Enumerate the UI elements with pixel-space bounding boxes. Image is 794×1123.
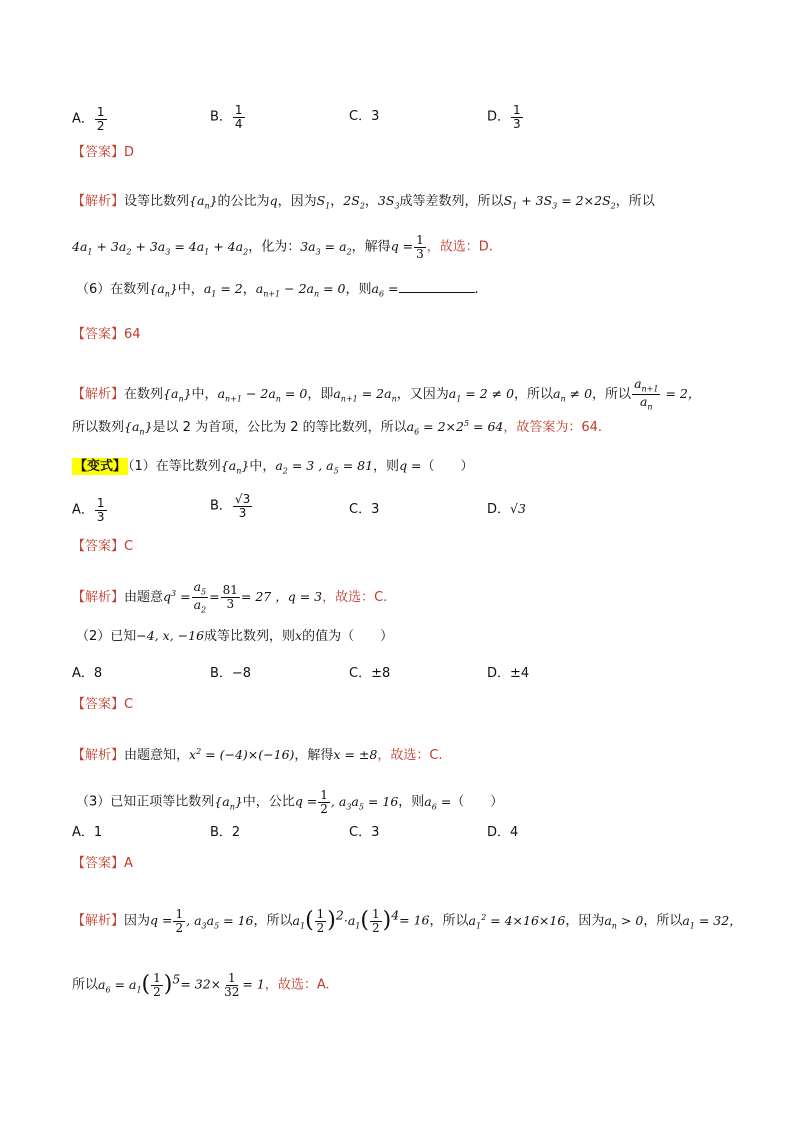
v2-option-c: C．±8 (349, 666, 391, 681)
option-a-fraction: $\frac{1}{2}$ (96, 105, 105, 133)
q6-answer: 【答案】64 (72, 327, 141, 342)
v1-answer: 【答案】C (72, 539, 134, 554)
v2-option-b: B．−8 (210, 666, 252, 681)
v2-option-a: A．8 (72, 666, 103, 681)
v1-option-c: C．3 (349, 502, 380, 517)
v3-option-c: C．3 (349, 825, 380, 840)
option-b: B． $\frac{1}{4}$ (210, 103, 243, 131)
q6-analysis-line-2: 所以数列$\{a_n\}$是以 2 为首项，公比为 2 的等比数列，所以$a_6 = 2\times 2^5 = 64$，故答案为：64. (72, 419, 603, 437)
v1-analysis: 【解析】由题意$q^3$ = $\frac{a_5}{a_2}$ = $\frac{81}{3}$ = 27 ，q = 3，故选：C. (72, 579, 388, 615)
v2-analysis: 【解析】由题意知，$x^2 = (-4)\times(-16)$，解得x = ±8，故选：C. (72, 747, 443, 764)
option-a: A． $\frac{1}{2}$ (72, 105, 105, 133)
v1-option-a: A． $\frac{1}{3}$ (72, 496, 105, 524)
v3-stem: （3）已知正项等比数列$\{a_n\}$中，公比q = $\frac{1}{2}$ , $a_3a_5 = 16$，则$a_6$ =（ ） (76, 788, 504, 816)
v3-analysis-line-1: 【解析】因为q = $\frac{1}{2}$ , $a_3a_5 = 16$，所以$a_1$( $\frac{1}{2}$ )$^2\cdot a_1$( $\frac{1}{2}$ )$^4$= 16，所以$a_1^2 = 4\times 16\times 16$，因为$a_n > 0$，所以$a_1 = 32$， (72, 907, 742, 935)
v3-option-a: A．1 (72, 825, 103, 840)
v3-answer: 【答案】A (72, 856, 133, 871)
v3-option-b: B．2 (210, 825, 241, 840)
variant-badge: 【变式】 (74, 459, 127, 474)
answer-line: 【答案】D (72, 145, 135, 160)
q6-stem: （6）在数列$\{a_n\}$中，$a_1 = 2$，$a_{n+1} - 2a_n = 0$，则$a_6$ = . (76, 281, 479, 299)
option-c: C．3 (349, 109, 380, 124)
option-d: D． $\frac{1}{3}$ (487, 103, 521, 131)
v3-option-d: D．4 (487, 825, 519, 840)
analysis-line-2: $4a_1 + 3a_2 + 3a_3 = 4a_1 + 4a_2$，化为：$3a_3 = a_2$，解得q = $\frac{1}{3}$ ，故选：D. (72, 233, 493, 261)
v1-option-d: D．√3 (487, 501, 526, 517)
v2-stem: （2）已知−4, x, −16成等比数列，则x的值为（ ） (76, 628, 394, 644)
v1-option-b: B． $\frac{√3}{3}$ (210, 492, 251, 520)
v2-option-d: D．±4 (487, 666, 530, 681)
v1-stem: 【变式】 （1）在等比数列$\{a_n\}$中，$a_2 = 3$ , $a_5 = 81$，则q =（ ） (74, 458, 474, 476)
v3-analysis-line-2: 所以$a_6 = a_1$( $\frac{1}{2}$ )$^5$= 32× $\frac{1}{32}$ = 1，故选：A. (72, 971, 330, 999)
answer-blank (399, 282, 475, 293)
v2-answer: 【答案】C (72, 697, 134, 712)
analysis-line-1: 【解析】设等比数列$\{a_n\}$的公比为q，因为$S_1$，$2S_2$，$3S_3$成等差数列，所以$S_1 + 3S_3 = 2\times 2S_2$，所以 (72, 193, 655, 211)
q6-analysis-line-1: 【解析】在数列$\{a_n\}$中，$a_{n+1} - 2a_n = 0$，即$a_{n+1} = 2a_n$，又因为$a_1 = 2 \ne 0$，所以$a_n \ne 0$，所以 $\frac{a_{n+1}}{a_n}$ = 2， (72, 376, 701, 412)
